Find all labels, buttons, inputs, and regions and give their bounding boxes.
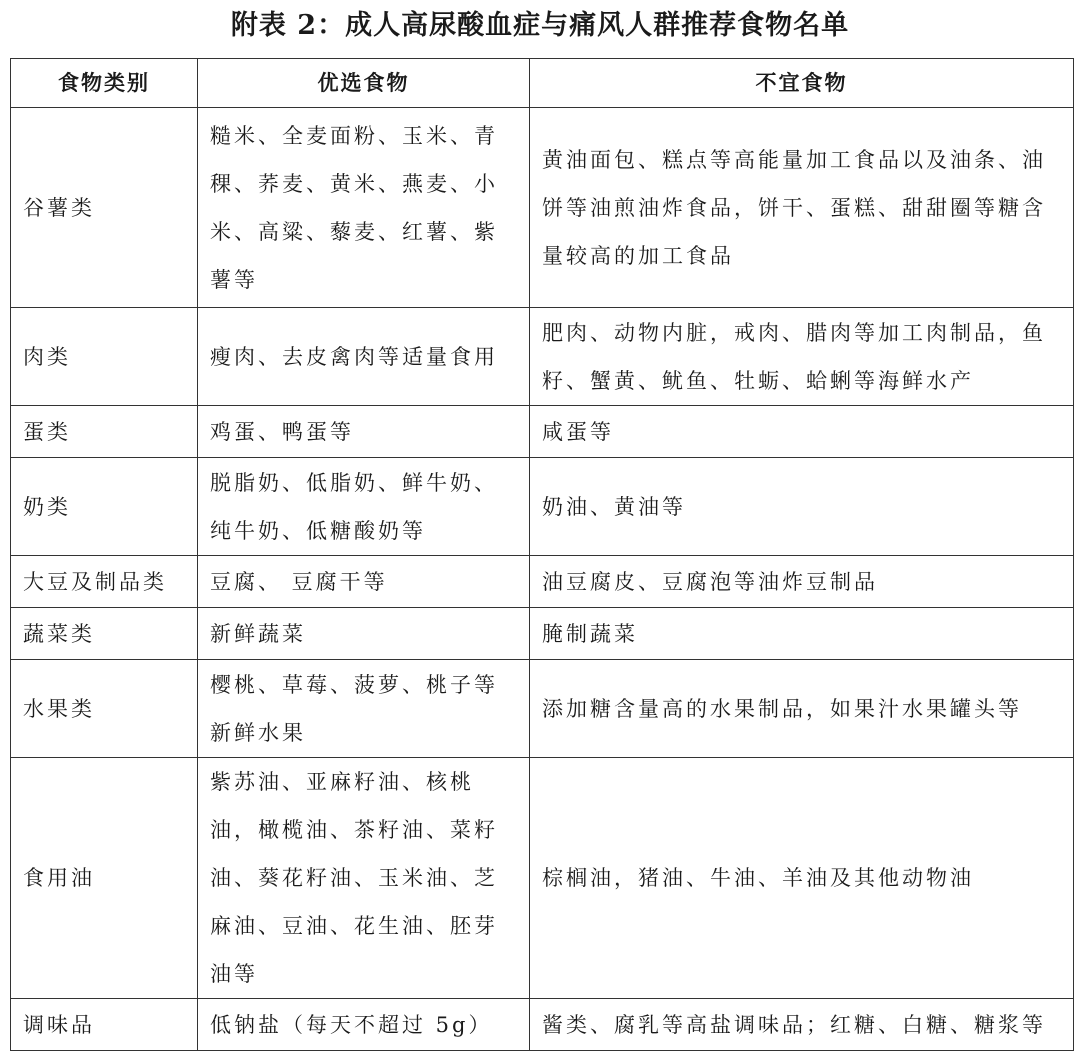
preferred-cell: 豆腐、 豆腐干等	[198, 556, 530, 608]
table-row	[11, 660, 1074, 758]
table-row	[11, 556, 1074, 608]
category-cell: 蔬菜类	[11, 608, 198, 660]
food-recommendation-table	[10, 58, 1074, 1051]
category-cell: 奶类	[11, 458, 198, 556]
preferred-cell: 脱脂奶、低脂奶、鲜牛奶、纯牛奶、低糖酸奶等	[198, 458, 530, 556]
preferred-cell: 瘦肉、去皮禽肉等适量食用	[198, 308, 530, 406]
header-preferred: 优选食物	[198, 59, 530, 108]
avoid-cell: 肥肉、动物内脏，戒肉、腊肉等加工肉制品，鱼籽、蟹黄、鱿鱼、牡蛎、蛤蜊等海鲜水产	[530, 308, 1074, 406]
avoid-cell: 腌制蔬菜	[530, 608, 1074, 660]
preferred-cell: 紫苏油、亚麻籽油、核桃油，橄榄油、茶籽油、菜籽油、葵花籽油、玉米油、芝麻油、豆油、花生油、胚芽油等	[198, 758, 530, 999]
preferred-cell: 鸡蛋、鸭蛋等	[198, 406, 530, 458]
avoid-cell: 咸蛋等	[530, 406, 1074, 458]
category-cell: 调味品	[11, 999, 198, 1051]
avoid-cell: 棕榈油，猪油、牛油、羊油及其他动物油	[530, 758, 1074, 999]
table-row	[11, 608, 1074, 660]
table-row	[11, 458, 1074, 556]
preferred-cell: 新鲜蔬菜	[198, 608, 530, 660]
header-row	[11, 59, 1074, 108]
table-row	[11, 406, 1074, 458]
preferred-cell: 糙米、全麦面粉、玉米、青稞、荞麦、黄米、燕麦、小米、高粱、藜麦、红薯、紫薯等	[198, 108, 530, 308]
category-cell: 肉类	[11, 308, 198, 406]
avoid-cell: 奶油、黄油等	[530, 458, 1074, 556]
preferred-cell: 樱桃、草莓、菠萝、桃子等新鲜水果	[198, 660, 530, 758]
preferred-cell: 低钠盐（每天不超过 5g）	[198, 999, 530, 1051]
category-cell: 蛋类	[11, 406, 198, 458]
table-row	[11, 308, 1074, 406]
category-cell: 水果类	[11, 660, 198, 758]
table-title: 附表 2：成人高尿酸血症与痛风人群推荐食物名单	[230, 10, 850, 41]
avoid-cell: 黄油面包、糕点等高能量加工食品以及油条、油饼等油煎油炸食品，饼干、蛋糕、甜甜圈等糖含量较高的加工食品	[530, 108, 1074, 308]
header-avoid: 不宜食物	[530, 59, 1074, 108]
avoid-cell: 酱类、腐乳等高盐调味品；红糖、白糖、糖浆等	[530, 999, 1074, 1051]
category-cell: 食用油	[11, 758, 198, 999]
avoid-cell: 添加糖含量高的水果制品，如果汁水果罐头等	[530, 660, 1074, 758]
category-cell: 大豆及制品类	[11, 556, 198, 608]
avoid-cell: 油豆腐皮、豆腐泡等油炸豆制品	[530, 556, 1074, 608]
header-category: 食物类别	[11, 59, 198, 108]
table-row	[11, 999, 1074, 1051]
table-row	[11, 108, 1074, 308]
category-cell: 谷薯类	[11, 108, 198, 308]
table-row	[11, 758, 1074, 999]
